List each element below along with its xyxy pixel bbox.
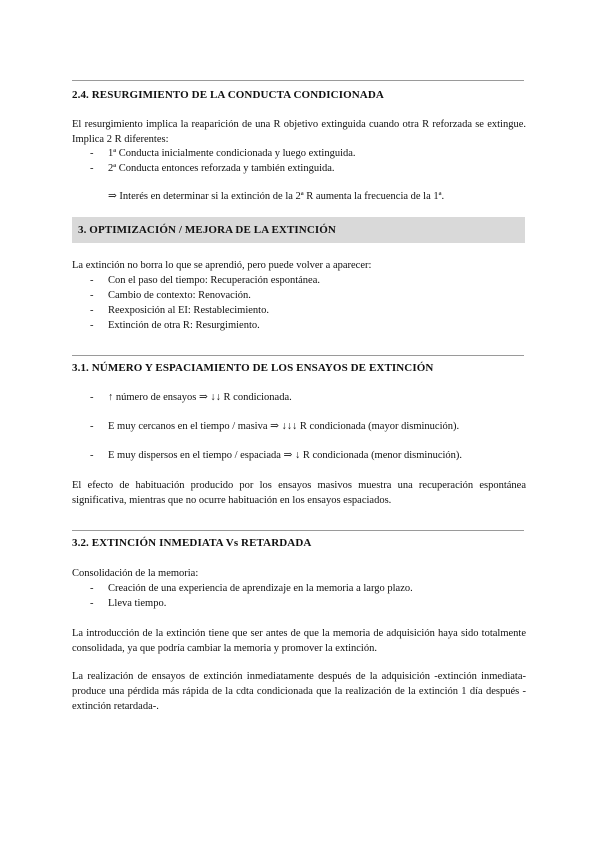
bullet-dash: - <box>90 163 94 174</box>
bullet-dash: - <box>90 305 94 316</box>
section-heading-3-2: 3.2. EXTINCIÓN INMEDIATA Vs RETARDADA <box>72 537 312 549</box>
paragraph: La introducción de la extinción tiene que ser antes de que la memoria de adquisición haya sido totalmente consolidada, ya que podría cambiar la memoria y promover la extinción. <box>72 628 526 654</box>
paragraph: La extinción no borra lo que se aprendió, pero puede volver a aparecer: <box>72 260 372 271</box>
bullet-dash: - <box>90 392 94 403</box>
list-item-text: Lleva tiempo. <box>108 598 167 609</box>
bullet-dash: - <box>90 598 94 609</box>
list-item-text: Reexposición al EI: Restablecimiento. <box>108 305 269 316</box>
list-item-text: E muy cercanos en el tiempo / masiva ⇒ ↓↓↓ R condicionada (mayor disminución). <box>108 421 460 432</box>
bullet-dash: - <box>90 421 94 432</box>
paragraph: El efecto de habituación producido por los ensayos masivos muestra una recuperación espontánea significativa, mientras que no ocurre habituación en los ensayos espaciados. <box>72 480 526 506</box>
list-item-text: Cambio de contexto: Renovación. <box>108 290 251 301</box>
list-item-text: E muy dispersos en el tiempo / espaciada ⇒ ↓ R condicionada (menor disminución). <box>108 450 463 461</box>
section-heading-2-4: 2.4. RESURGIMIENTO DE LA CONDUCTA CONDICIONADA <box>72 89 384 101</box>
list-item-text: Extinción de otra R: Resurgimiento. <box>108 320 260 331</box>
bullet-dash: - <box>90 583 94 594</box>
implication-note: ⇒ Interés en determinar si la extinción de la 2ª R aumenta la frecuencia de la 1ª. <box>108 191 445 202</box>
bullet-dash: - <box>90 450 94 461</box>
paragraph: El resurgimiento implica la reaparición de una R objetivo extinguida cuando otra R reforzada se extingue. Implica 2 R diferentes: <box>72 119 526 145</box>
list-item-text: Con el paso del tiempo: Recuperación espontánea. <box>108 275 320 286</box>
section-divider <box>72 80 524 81</box>
list-item-text: 1ª Conducta inicialmente condicionada y luego extinguida. <box>108 148 356 159</box>
section-heading-3: 3. OPTIMIZACIÓN / MEJORA DE LA EXTINCIÓN <box>78 224 336 236</box>
section-divider <box>72 530 524 531</box>
paragraph: Consolidación de la memoria: <box>72 568 199 579</box>
list-item-text: ↑ número de ensayos ⇒ ↓↓ R condicionada. <box>108 392 292 403</box>
paragraph: La realización de ensayos de extinción inmediatamente después de la adquisición -extinción inmediata- produce una pérdida más rápida de la cdta condicionada que la realización de la extinción 1 día después -extinción retardada-. <box>72 671 526 712</box>
section-heading-3-1: 3.1. NÚMERO Y ESPACIAMIENTO DE LOS ENSAYOS DE EXTINCIÓN <box>72 362 434 374</box>
bullet-dash: - <box>90 320 94 331</box>
list-item-text: Creación de una experiencia de aprendizaje en la memoria a largo plazo. <box>108 583 413 594</box>
bullet-dash: - <box>90 275 94 286</box>
bullet-dash: - <box>90 148 94 159</box>
list-item-text: 2ª Conducta entonces reforzada y también extinguida. <box>108 163 335 174</box>
section-divider <box>72 355 524 356</box>
bullet-dash: - <box>90 290 94 301</box>
